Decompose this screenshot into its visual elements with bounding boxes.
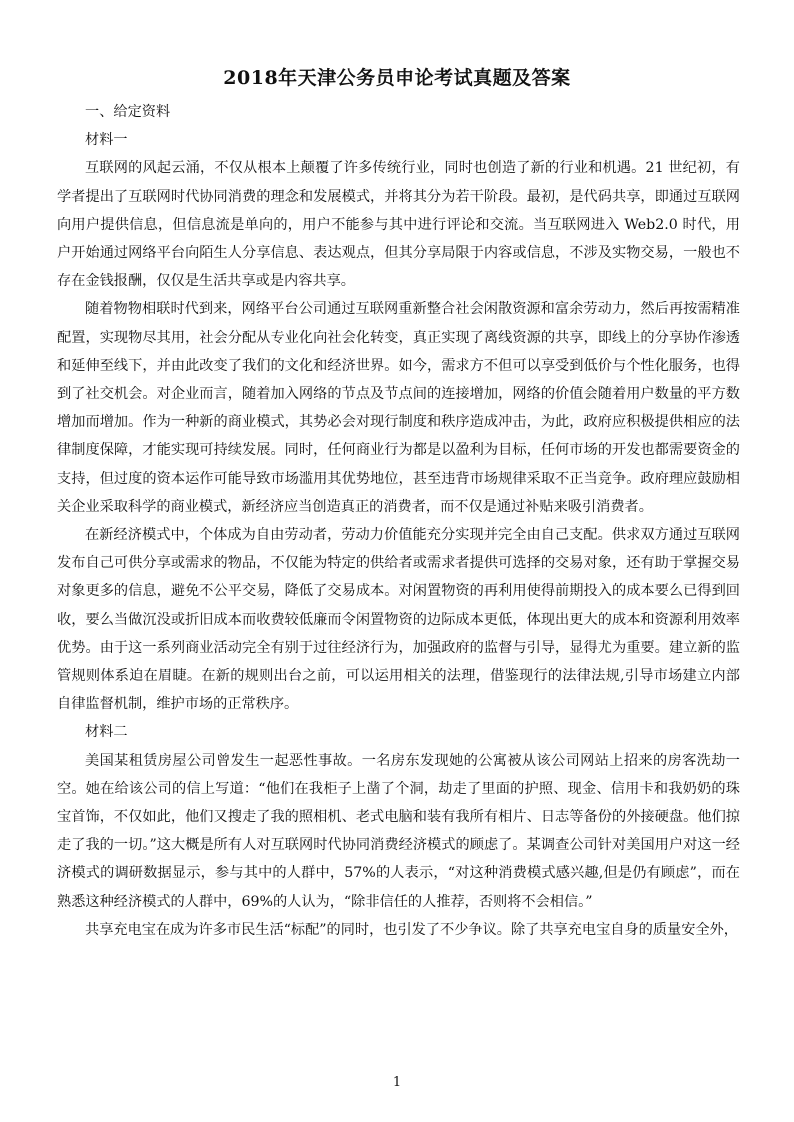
page-number: 1 <box>392 1075 402 1090</box>
paragraph: 美国某租赁房屋公司曾发生一起恶性事故。一名房东发现她的公寓被从该公司网站上招来的房客洗劫一空。她在给该公司的信上写道：“他们在我柜子上凿了个洞，劫走了里面的护照、现金、信用卡和我奶奶的珠宝首饰，不仅如此，他们又搜走了我的照相机、老式电脑和装有我所有相片、日志等备份的外接硬盘。他们掠走了我的一切。”这大概是所有人对互联网时代协同消费经济模式的顾虑了。某调查公司针对美国用户对这一经济模式的调研数据显示，参与其中的人群中，57%的人表示，“对这种消费模式感兴趣,但是仍有顾虑”，而在熟悉这种经济模式的人群中，69%的人认为，“除非信任的人推荐，否则将不会相信。” <box>57 752 740 910</box>
document-body <box>57 98 740 944</box>
paragraph: 共享充电宝在成为许多市民生活“标配”的同时，也引发了不少争议。除了共享充电宝自身的质量安全外， <box>85 921 738 938</box>
section-heading: 一、给定资料 <box>85 104 171 120</box>
document-title: 2018年天津公务员申论考试真题及答案 <box>223 67 571 89</box>
material-2-label: 材料二 <box>85 724 128 741</box>
material-1-label: 材料一 <box>85 132 128 149</box>
paragraph: 互联网的风起云涌，不仅从根本上颠覆了许多传统行业，同时也创造了新的行业和机遇。21 世纪初，有学者提出了互联网时代协同消费的理念和发展模式，并将其分为若干阶段。最初，是代码共享，即通过互联网向用户提供信息，但信息流是单向的，用户不能参与其中进行评论和交流。当互联网进入 Web2.0 时代，用户开始通过网络平台向陌生人分享信息、表达观点，但其分享局限于内容或信息，不涉及实物交易，一般也不存在金钱报酬，仅仅是生活共享或是内容共享。 <box>57 160 740 290</box>
paragraph: 在新经济模式中，个体成为自由劳动者，劳动力价值能充分实现并完全由自己支配。供求双方通过互联网发布自己可供分享或需求的物品，不仅能为特定的供给者或需求者提供可选择的交易对象，还有助于掌握交易对象更多的信息，避免不公平交易，降低了交易成本。对闲置物资的再利用使得前期投入的成本要么已得到回收，要么当做沉没或折旧成本而收费较低廉而令闲置物资的边际成本更低，体现出更大的成本和资源利用效率优势。由于这一系列商业活动完全有别于过往经济行为，加强政府的监督与引导，显得尤为重要。建立新的监管规则体系迫在眉睫。在新的规则出台之前，可以运用相关的法理，借鉴现行的法律法规,引导市场建立内部自律监督机制，维护市场的正常秩序。 <box>57 527 740 713</box>
paragraph: 随着物物相联时代到来，网络平台公司通过互联网重新整合社会闲散资源和富余劳动力，然后再按需精准配置，实现物尽其用，社会分配从专业化向社会化转变，真正实现了离线资源的共享，即线上的分享协作渗透和延伸至线下，并由此改变了我们的文化和经济世界。如今，需求方不但可以享受到低价与个性化服务，也得到了社交机会。对企业而言，随着加入网络的节点及节点间的连接增加，网络的价值会随着用户数量的平方数增加而增加。作为一种新的商业模式，其势必会对现行制度和秩序造成冲击，为此，政府应积极提供相应的法律制度保障，才能实现可持续发展。同时，任何商业行为都是以盈利为目标，任何市场的开发也都需要资金的支持，但过度的资本运作可能导致市场滥用其优势地位，甚至违背市场规律采取不正当竞争。政府理应鼓励相关企业采取科学的商业模式，新经济应当创造真正的消费者，而不仅是通过补贴来吸引消费者。 <box>57 301 740 515</box>
